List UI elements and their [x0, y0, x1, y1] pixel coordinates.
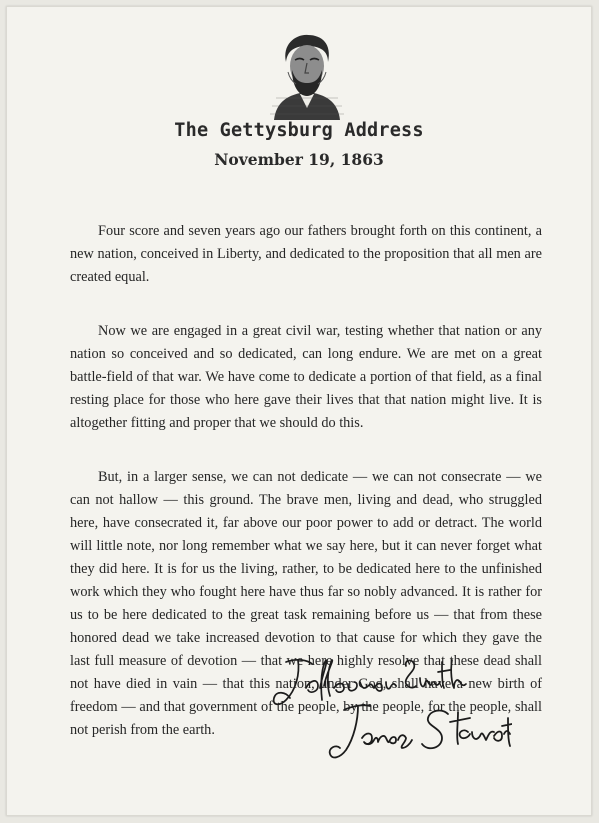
paragraph-2: Now we are engaged in a great civil war, testing whether that nation or any nation so conceived and so dedicated, can long endure. We are met on a great battle-field of that war. We have come to dedicate a portion of that field, as a final resting place for those who here gave their lives that that nation might live. It is altogether fitting and proper that we should do this.	[70, 323, 542, 431]
lincoln-portrait-icon	[266, 32, 348, 120]
paragraph-3: But, in a larger sense, we can not dedicate — we can not consecrate — we can not hallow — this ground. The brave men, living and dead, who struggled here, have consecrated it, far above our poor power to add or detract. The world will little note, nor long remember what we say here, but it can never forget what they did here. It is for us the living, rather, to be dedicated here to the unfinished work which they who fought here have thus far so nobly advanced. It is rather for us to be here dedicated to the great task remaining before us — that from these honored dead we take increased devotion to that cause for which they gave the last full measure of devotion — that we here highly resolve that these dead shall not have died in vain — that this nation, under God, shall have a new birth of freedom — and that government of the people, by the people, for the people, shall not perish from the earth.	[70, 469, 542, 738]
handwritten-signatures	[272, 656, 512, 766]
signature-jefferson-smith	[274, 660, 466, 704]
signature-james-stewart	[330, 705, 512, 757]
document-page	[6, 6, 592, 816]
document-date: November 19, 1863	[214, 150, 384, 169]
document-title: The Gettysburg Address	[174, 120, 424, 141]
paragraph-1: Four score and seven years ago our fathers brought forth on this continent, a new nation, conceived in Liberty, and dedicated to the proposition that all men are created equal.	[70, 223, 542, 285]
